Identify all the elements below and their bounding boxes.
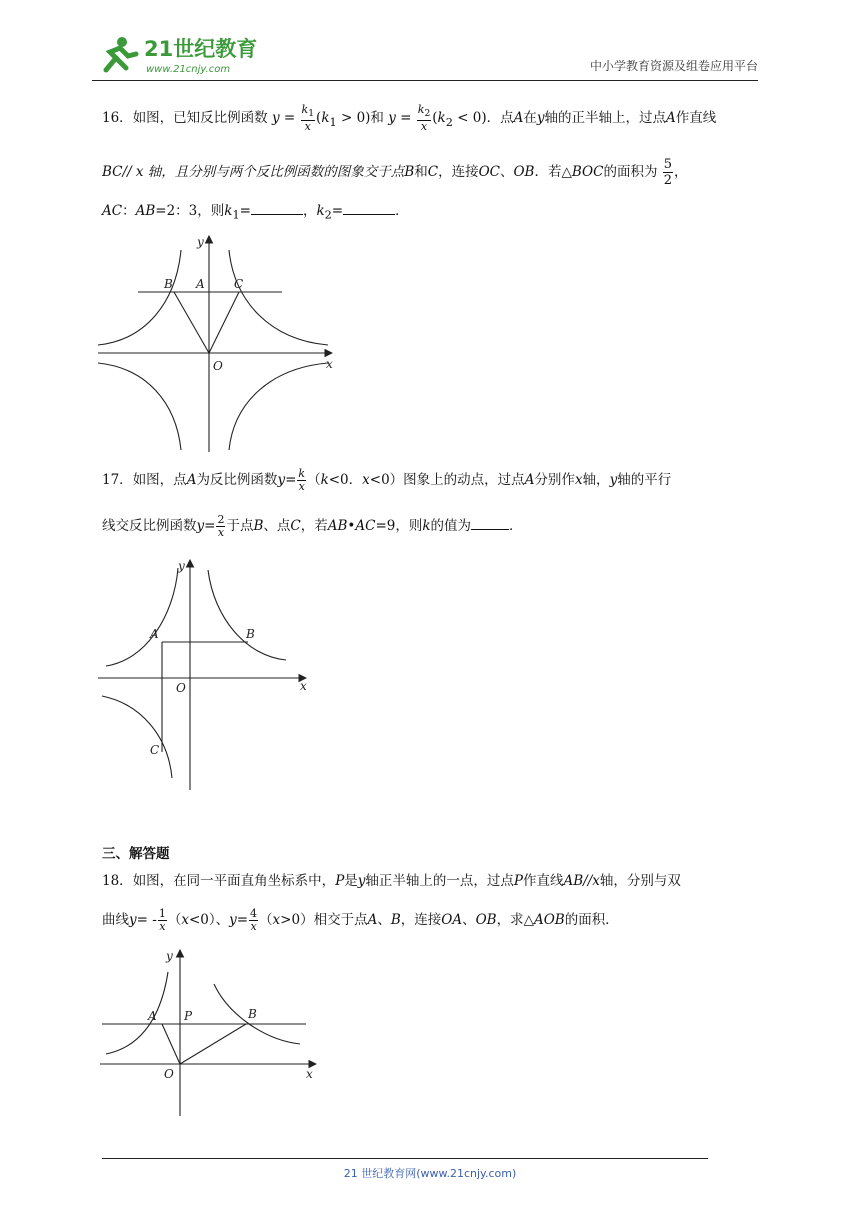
label-x: x bbox=[326, 357, 333, 371]
q16-line3: AC：AB=2：3，则$k_1=$ ，$k_2=$ ． bbox=[102, 203, 409, 222]
q17-line2: 线交反比例函数y= $\frac{2}{x}$ 于点B、点C，若AB•AC=9，则k的值为 ． bbox=[102, 513, 523, 539]
label-x: x bbox=[306, 1067, 313, 1081]
q16-line1: 16．如图，已知反比例函数 y = $\frac{k_1}{x}$ $(k_1 > 0)$和 y = $\frac{k_2}{x}$ $(k_2 < 0)$．点A在y轴的正半轴上，过点A作直线 bbox=[102, 103, 717, 134]
q18-figure bbox=[96, 944, 322, 1118]
logo bbox=[92, 30, 292, 78]
label-A: A bbox=[196, 277, 205, 291]
q16-line2: BC// x 轴，且分别与两个反比例函数的图象交于点B和C，连接OC、OB．若△BOC的面积为 $\frac{5}{2}$ ， bbox=[102, 157, 688, 188]
label-P: P bbox=[184, 1009, 193, 1023]
label-y: y bbox=[178, 559, 185, 573]
logo-text: 21世纪教育 bbox=[144, 37, 258, 61]
answer-blank-k bbox=[471, 529, 509, 530]
q17-figure bbox=[96, 556, 316, 792]
label-y: y bbox=[197, 235, 204, 249]
section-title: 三、解答题 bbox=[102, 846, 170, 862]
q16-figure bbox=[96, 232, 340, 454]
label-O: O bbox=[164, 1067, 174, 1081]
label-B: B bbox=[164, 277, 173, 291]
q17-line1: 17．如图，点A为反比例函数y= $\frac{k}{x}$ （k<0．x<0）图象上的动点，过点A分别作x轴，y轴的平行 bbox=[102, 467, 672, 493]
site-name: 中小学教育资源及组卷应用平台 bbox=[589, 59, 758, 73]
label-B: B bbox=[248, 1007, 257, 1021]
label-A: A bbox=[150, 627, 159, 641]
runner-icon bbox=[106, 37, 136, 70]
q18-line2: 曲线y= - $\frac{1}{x}$ （x<0）、y= $\frac{4}{x}$ （x>0）相交于点A、B，连接OA、OB，求△AOB的面积． bbox=[102, 907, 619, 933]
label-x: x bbox=[300, 679, 307, 693]
label-B: B bbox=[246, 627, 255, 641]
label-C: C bbox=[234, 277, 244, 291]
label-A: A bbox=[148, 1009, 157, 1023]
label-y: y bbox=[166, 949, 173, 963]
label-O: O bbox=[213, 359, 223, 373]
answer-blank-k2 bbox=[343, 214, 395, 215]
q18-line1: 18．如图，在同一平面直角坐标系中，P是y轴正半轴上的一点，过点P作直线AB//x轴，分别与双 bbox=[102, 873, 681, 889]
logo-url: www.21cnjy.com bbox=[146, 64, 231, 75]
label-O: O bbox=[176, 681, 186, 695]
page-header bbox=[92, 30, 758, 81]
answer-blank-k1 bbox=[251, 214, 303, 215]
footer-text[interactable]: 21 世纪教育网(www.21cnjy.com) bbox=[343, 1167, 517, 1180]
footer-divider bbox=[102, 1158, 708, 1159]
label-C: C bbox=[150, 743, 160, 757]
